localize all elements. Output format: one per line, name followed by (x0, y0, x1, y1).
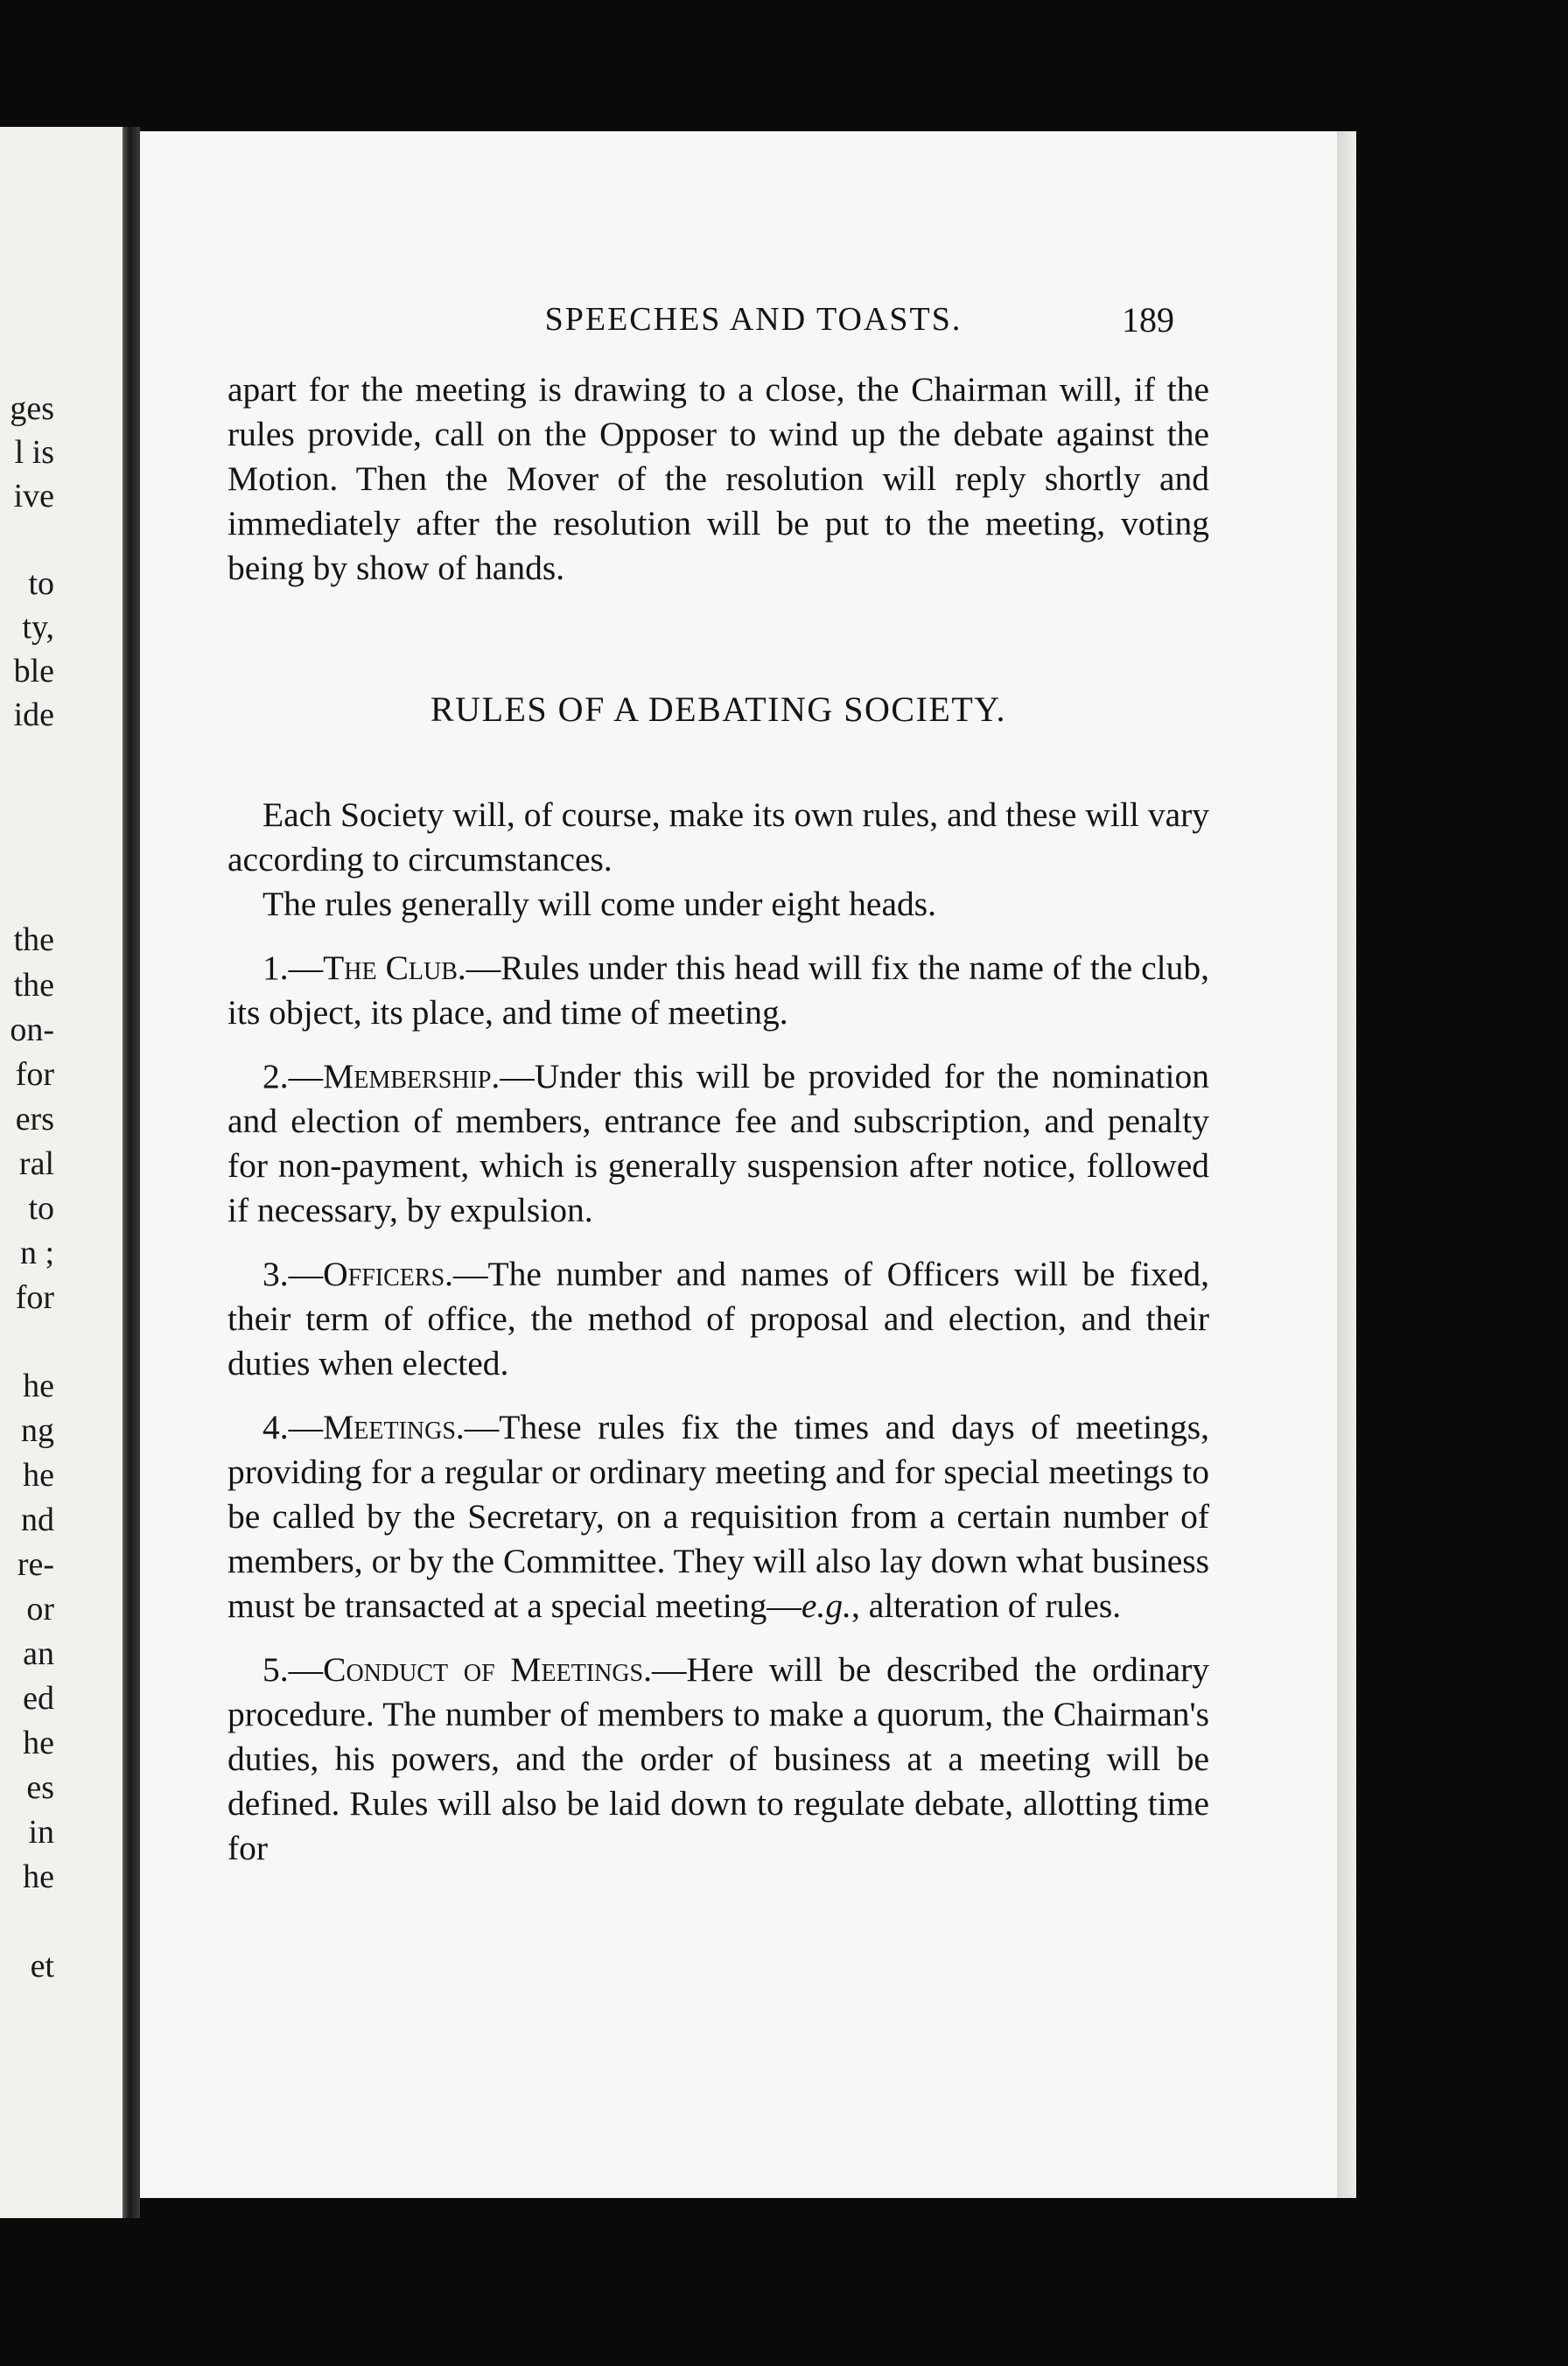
rule-heading: Membership. (323, 1057, 500, 1096)
facing-text: or (26, 1591, 54, 1628)
rule-number: 2.— (262, 1057, 324, 1096)
facing-text: he (23, 1457, 54, 1494)
facing-text: in (28, 1814, 54, 1851)
facing-text: nd (21, 1502, 54, 1538)
rule-number: 4.— (262, 1408, 324, 1446)
rule-paragraph (228, 1054, 1209, 1233)
facing-text: n ; (19, 1235, 54, 1271)
page-content (228, 298, 1209, 1871)
page-edge (1337, 131, 1356, 2198)
running-title: SPEECHES AND TOASTS. (544, 301, 962, 338)
facing-text: ral (18, 1145, 54, 1182)
facing-text: ide (13, 696, 54, 733)
facing-text: the (13, 967, 54, 1004)
rule-number: 1.— (262, 948, 324, 987)
running-head (228, 298, 1209, 350)
rule-heading: Conduct of Meetings. (323, 1650, 653, 1689)
page-number: 189 (1122, 300, 1174, 340)
book-page (140, 131, 1337, 2198)
intro-paragraph: The rules generally will come under eight heads. (262, 885, 936, 923)
rule-paragraph (228, 1648, 1209, 1871)
rule-number: 5.— (262, 1650, 324, 1689)
rule-text: —Rules under this head will fix the name of the club, its object, its place, and time of meeting. (228, 948, 1209, 1032)
opening-paragraph: apart for the meeting is drawing to a close, the Chairman will, if the rules provide, call on the Opposer to wind up the debate against the Motion. Then the Mover of the resolution will reply shortly and immediately after the resolution will be put to the meeting, voting being by show of hands. (228, 370, 1209, 587)
facing-text: on- (10, 1012, 54, 1048)
rule-paragraph (228, 946, 1209, 1035)
facing-text: the (13, 921, 54, 958)
book-gutter (122, 127, 140, 2218)
facing-text: to (28, 1190, 54, 1227)
facing-text: ng (21, 1412, 54, 1449)
facing-text: l is (14, 434, 54, 471)
facing-text: an (23, 1635, 54, 1672)
facing-text: to (28, 565, 54, 602)
intro-paragraph: Each Society will, of course, make its own rules, and these will vary according to circumstances. (228, 795, 1209, 878)
facing-page-fragment (0, 127, 122, 2218)
facing-text: ty, (22, 609, 54, 646)
rule-text: —These rules fix the times and days of meetings, providing for a regular or ordinary meeting and for special meetings to be called by the Secretary, on a requisition from a certain number of members, or by the Committee. They will also lay down what business must be transacted at a special meeting— (228, 1408, 1209, 1625)
rule-text: —Here will be described the ordinary procedure. The number of members to make a quorum, the Chairman's duties, his powers, and the order of business at a meeting will be defined. Rules will also be laid down to regulate debate, allotting time for (228, 1650, 1209, 1867)
facing-text: he (23, 1725, 54, 1761)
facing-text: for (15, 1056, 54, 1093)
rule-paragraph (228, 1405, 1209, 1628)
rule-heading: Meetings. (323, 1408, 465, 1446)
section-heading: RULES OF A DEBATING SOCIETY. (430, 690, 1006, 729)
facing-text: ers (15, 1101, 54, 1138)
rule-heading: The Club. (323, 948, 466, 987)
facing-text: ed (23, 1680, 54, 1717)
rule-paragraph (228, 1252, 1209, 1386)
facing-text: ges (10, 390, 54, 427)
rule-heading: Officers. (323, 1255, 454, 1293)
facing-text: for (15, 1279, 54, 1316)
rule-tail: , alteration of rules. (850, 1586, 1122, 1625)
rule-number: 3.— (262, 1255, 324, 1293)
facing-text: ble (13, 653, 54, 690)
facing-text: he (23, 1368, 54, 1404)
facing-text: he (23, 1858, 54, 1895)
facing-text: es (26, 1769, 54, 1806)
facing-text: et (30, 1948, 54, 1984)
rule-text: —Under this will be provided for the nomination and election of members, entrance fee and subscription, and penalty for non-payment, which is generally suspension after notice, followed if necessary, by expulsion. (228, 1057, 1209, 1229)
rule-text: —The number and names of Officers will be fixed, their term of office, the method of proposal and election, and their duties when elected. (228, 1255, 1209, 1382)
facing-text: re- (17, 1546, 54, 1583)
rule-italic: e.g. (801, 1586, 851, 1625)
facing-text: ive (13, 478, 54, 514)
